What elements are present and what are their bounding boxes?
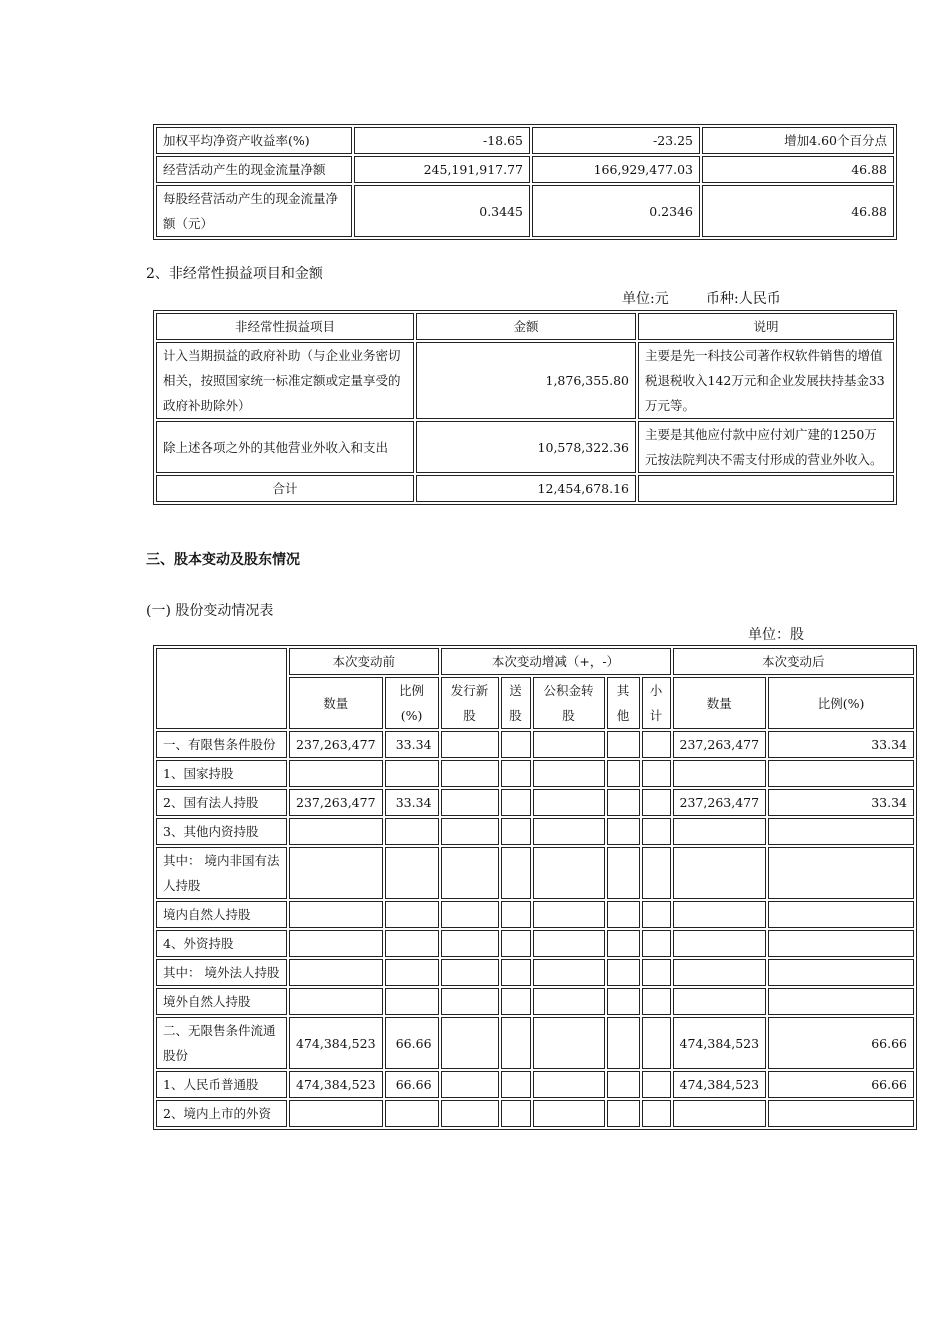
column-header: 金额	[416, 313, 636, 340]
pct-after-cell	[768, 930, 914, 957]
change-cell	[607, 930, 640, 957]
item-cell: 除上述各项之外的其他营业外收入和支出	[156, 421, 414, 473]
change-value: 46.88	[702, 156, 894, 183]
change-cell	[441, 789, 499, 816]
group-header: 本次变动前	[289, 648, 439, 675]
qty-after-cell	[673, 988, 767, 1015]
table-row	[156, 901, 914, 928]
amount-cell: 12,454,678.16	[416, 475, 636, 502]
change-cell	[533, 1071, 605, 1098]
previous-value: 0.2346	[532, 185, 700, 237]
change-cell	[441, 818, 499, 845]
change-cell	[501, 930, 531, 957]
pct-after-cell	[768, 988, 914, 1015]
qty-after-cell	[673, 760, 767, 787]
qty-before-cell	[289, 901, 383, 928]
pct-after-cell	[768, 1100, 914, 1127]
qty-before-cell	[289, 818, 383, 845]
group-header-row	[156, 648, 914, 675]
pct-before-cell	[385, 760, 439, 787]
amount-cell: 1,876,355.80	[416, 342, 636, 419]
subsection-title: (一) 股份变动情况表	[146, 603, 274, 619]
row-label: 1、人民币普通股	[156, 1071, 287, 1098]
change-cell	[441, 847, 499, 899]
change-cell	[533, 1017, 605, 1069]
table-row	[156, 127, 894, 154]
row-label: 境外自然人持股	[156, 988, 287, 1015]
table-row	[156, 959, 914, 986]
change-cell	[501, 847, 531, 899]
change-cell	[441, 1100, 499, 1127]
column-header: 公积金转股	[533, 677, 605, 729]
item-cell: 合计	[156, 475, 414, 502]
group-header: 本次变动后	[673, 648, 914, 675]
pct-before-cell	[385, 818, 439, 845]
qty-after-cell	[673, 930, 767, 957]
table-row	[156, 818, 914, 845]
table-row	[156, 988, 914, 1015]
change-cell	[501, 901, 531, 928]
change-cell	[642, 1071, 671, 1098]
change-cell	[501, 1071, 531, 1098]
section-title: 2、非经常性损益项目和金额	[146, 266, 323, 282]
change-cell	[607, 818, 640, 845]
row-label: 其中： 境内非国有法人持股	[156, 847, 287, 899]
row-label: 境内自然人持股	[156, 901, 287, 928]
change-cell	[501, 760, 531, 787]
change-cell	[642, 1100, 671, 1127]
column-header: 送股	[501, 677, 531, 729]
row-label: 1、国家持股	[156, 760, 287, 787]
financial-indicators-table	[153, 124, 897, 240]
change-cell	[607, 760, 640, 787]
change-cell	[607, 1071, 640, 1098]
pct-after-cell	[768, 901, 914, 928]
table-row	[156, 847, 914, 899]
change-cell	[441, 988, 499, 1015]
column-header: 说明	[638, 313, 894, 340]
column-header: 比例(%)	[768, 677, 914, 729]
change-cell	[607, 1017, 640, 1069]
qty-before-cell: 474,384,523	[289, 1017, 383, 1069]
column-header: 数量	[673, 677, 767, 729]
current-value: 245,191,917.77	[354, 156, 530, 183]
note-cell	[638, 475, 894, 502]
previous-value: 166,929,477.03	[532, 156, 700, 183]
unit-label: 单位:元	[622, 291, 669, 307]
change-cell	[533, 959, 605, 986]
section-title: 三、股本变动及股东情况	[146, 552, 300, 568]
share-rows	[156, 731, 914, 1127]
table-row	[156, 156, 894, 183]
column-header: 小计	[642, 677, 671, 729]
change-cell	[607, 959, 640, 986]
change-cell	[441, 731, 499, 758]
change-cell	[642, 731, 671, 758]
qty-after-cell: 237,263,477	[673, 789, 767, 816]
table-row	[156, 1017, 914, 1069]
corner-header	[156, 648, 287, 729]
pct-after-cell	[768, 818, 914, 845]
qty-after-cell	[673, 901, 767, 928]
qty-before-cell: 474,384,523	[289, 1071, 383, 1098]
change-cell	[642, 988, 671, 1015]
pct-before-cell	[385, 901, 439, 928]
change-cell	[642, 847, 671, 899]
qty-before-cell	[289, 959, 383, 986]
table-row	[156, 930, 914, 957]
pct-after-cell	[768, 847, 914, 899]
row-label: 2、境内上市的外资	[156, 1100, 287, 1127]
pct-after-cell	[768, 760, 914, 787]
qty-after-cell: 237,263,477	[673, 731, 767, 758]
change-cell	[607, 731, 640, 758]
pct-after-cell: 66.66	[768, 1017, 914, 1069]
group-header: 本次变动增减（+，-）	[441, 648, 671, 675]
change-cell	[533, 930, 605, 957]
row-label: 经营活动产生的现金流量净额	[156, 156, 352, 183]
row-label: 2、国有法人持股	[156, 789, 287, 816]
note-cell: 主要是先一科技公司著作权软件销售的增值税退税收入142万元和企业发展扶持基金33万元等。	[638, 342, 894, 419]
pct-after-cell: 66.66	[768, 1071, 914, 1098]
change-cell	[501, 731, 531, 758]
change-cell	[501, 818, 531, 845]
row-label: 每股经营活动产生的现金流量净额（元）	[156, 185, 352, 237]
change-cell	[642, 760, 671, 787]
pct-before-cell: 66.66	[385, 1017, 439, 1069]
change-cell	[642, 930, 671, 957]
pct-after-cell: 33.34	[768, 789, 914, 816]
qty-before-cell	[289, 847, 383, 899]
table-row	[156, 475, 894, 502]
qty-before-cell	[289, 988, 383, 1015]
change-cell	[441, 930, 499, 957]
note-cell: 主要是其他应付款中应付刘广建的1250万元按法院判决不需支付形成的营业外收入。	[638, 421, 894, 473]
pct-before-cell	[385, 847, 439, 899]
non-recurring-items-table	[153, 310, 897, 505]
qty-after-cell	[673, 959, 767, 986]
table-row	[156, 342, 894, 419]
table-row	[156, 1100, 914, 1127]
change-cell	[501, 1100, 531, 1127]
pct-before-cell: 33.34	[385, 731, 439, 758]
change-cell	[501, 789, 531, 816]
change-cell	[607, 847, 640, 899]
pct-before-cell	[385, 988, 439, 1015]
change-cell	[607, 1100, 640, 1127]
change-cell	[441, 959, 499, 986]
change-cell	[607, 988, 640, 1015]
column-header: 数量	[289, 677, 383, 729]
qty-before-cell	[289, 930, 383, 957]
change-cell	[533, 731, 605, 758]
qty-after-cell	[673, 818, 767, 845]
table-row	[156, 421, 894, 473]
change-cell	[501, 1017, 531, 1069]
column-header: 发行新股	[441, 677, 499, 729]
change-cell	[441, 760, 499, 787]
row-label: 其中： 境外法人持股	[156, 959, 287, 986]
table-row	[156, 789, 914, 816]
change-cell	[501, 959, 531, 986]
change-cell	[533, 847, 605, 899]
row-label: 4、外资持股	[156, 930, 287, 957]
previous-value: -23.25	[532, 127, 700, 154]
qty-before-cell: 237,263,477	[289, 731, 383, 758]
pct-before-cell: 66.66	[385, 1071, 439, 1098]
column-header: 比例(%)	[385, 677, 439, 729]
column-header: 其他	[607, 677, 640, 729]
column-header: 非经常性损益项目	[156, 313, 414, 340]
pct-before-cell	[385, 959, 439, 986]
change-cell	[441, 1017, 499, 1069]
change-cell	[642, 789, 671, 816]
change-cell	[607, 789, 640, 816]
item-cell: 计入当期损益的政府补助（与企业业务密切相关，按照国家统一标准定额或定量享受的政府补助除外）	[156, 342, 414, 419]
pct-before-cell	[385, 930, 439, 957]
change-cell	[533, 789, 605, 816]
pct-before-cell	[385, 1100, 439, 1127]
current-value: 0.3445	[354, 185, 530, 237]
table-row	[156, 731, 914, 758]
change-cell	[642, 1017, 671, 1069]
share-changes-table	[153, 645, 917, 1130]
pct-after-cell: 33.34	[768, 731, 914, 758]
change-value: 增加4.60个百分点	[702, 127, 894, 154]
current-value: -18.65	[354, 127, 530, 154]
change-cell	[607, 901, 640, 928]
qty-after-cell	[673, 1100, 767, 1127]
currency-label: 币种:人民币	[706, 291, 781, 307]
change-cell	[642, 959, 671, 986]
qty-before-cell	[289, 760, 383, 787]
unit-label: 单位：股	[748, 627, 804, 643]
amount-cell: 10,578,322.36	[416, 421, 636, 473]
change-value: 46.88	[702, 185, 894, 237]
qty-after-cell: 474,384,523	[673, 1017, 767, 1069]
row-label: 一、有限售条件股份	[156, 731, 287, 758]
pct-after-cell	[768, 959, 914, 986]
qty-before-cell	[289, 1100, 383, 1127]
change-cell	[501, 988, 531, 1015]
row-label: 3、其他内资持股	[156, 818, 287, 845]
table-row	[156, 760, 914, 787]
change-cell	[642, 818, 671, 845]
change-cell	[533, 901, 605, 928]
table-row	[156, 185, 894, 237]
row-label: 加权平均净资产收益率(%)	[156, 127, 352, 154]
row-label: 二、无限售条件流通股份	[156, 1017, 287, 1069]
pct-before-cell: 33.34	[385, 789, 439, 816]
table-header-row	[156, 313, 894, 340]
change-cell	[533, 760, 605, 787]
change-cell	[441, 901, 499, 928]
qty-after-cell: 474,384,523	[673, 1071, 767, 1098]
table-row	[156, 1071, 914, 1098]
change-cell	[533, 988, 605, 1015]
change-cell	[441, 1071, 499, 1098]
qty-after-cell	[673, 847, 767, 899]
change-cell	[533, 818, 605, 845]
change-cell	[533, 1100, 605, 1127]
qty-before-cell: 237,263,477	[289, 789, 383, 816]
change-cell	[642, 901, 671, 928]
